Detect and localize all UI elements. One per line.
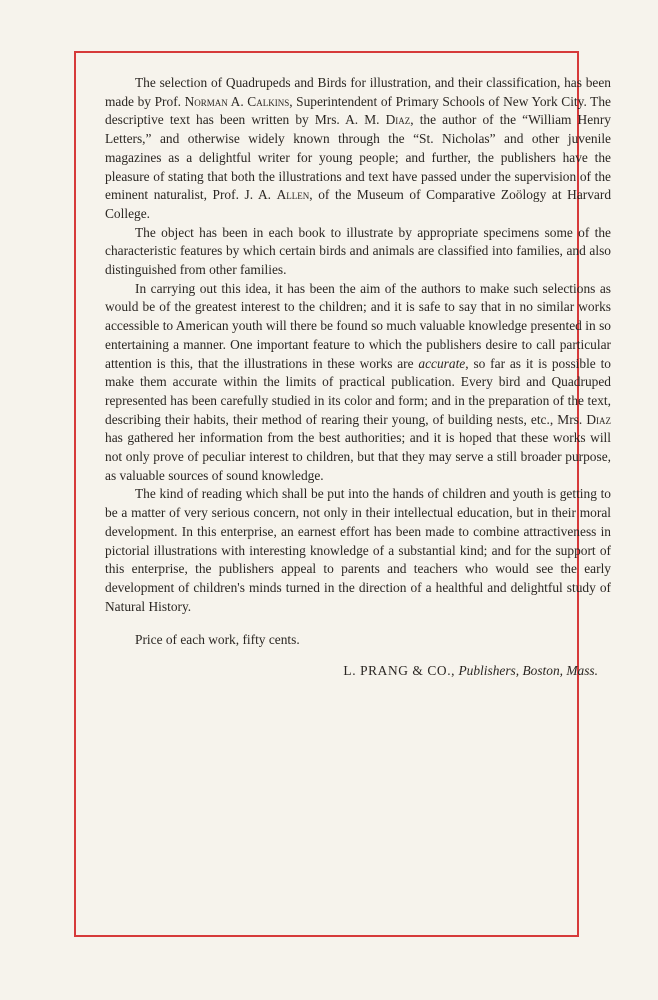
paragraph-text: has gathered her information from the best authorities; and it is hoped that these works will not only prove of peculiar interest to children, but that they may serve a still broader purpose, as valuable sources of sound knowledge.: [105, 430, 611, 483]
paragraph-text: , Superintendent of Primary Schools of New York City. The descriptive text has been written by Mrs. A. M.: [105, 93, 611, 128]
publisher-imprint: [105, 662, 611, 681]
small-caps-name: Diaz: [385, 112, 411, 128]
paragraph-text: In carrying out this idea, it has been the aim of the authors to make such selections as would be of the greatest interest to the children; and it is safe to say that in no similar works accessible to American youth will there be found so much valuable knowledge presented in so entertaining a manner. One important feature to which the publishers desire to call particular attention is this, that the illustrations in these works are: [105, 280, 611, 371]
paragraph-text: The object has been in each book to illustrate by appropriate specimens some of the characteristic features by which certain birds and animals are classified into families, and also distinguished from other families.: [105, 224, 611, 278]
publisher-state: Mass.: [566, 663, 598, 679]
paragraph-text: , the author of the “William Henry Letters,” and otherwise widely known through the “St. Nicholas” and other juvenile magazines as a delightful writer for young people; and further, the publishers have the pleasure of stating that both the illustrations and text have passed under the supervision of the eminent naturalist, Prof. J. A.: [105, 112, 611, 203]
small-caps-name: Allen: [276, 187, 310, 203]
paragraph-2: [105, 224, 611, 280]
paragraph-text: , of the Museum of Comparative Zoölogy at Harvard College.: [105, 187, 612, 221]
paragraph-1: [105, 74, 611, 224]
italic-text: accurate: [418, 355, 466, 371]
small-caps-name: Norman A. Calkins: [184, 93, 290, 109]
paragraph-text: The kind of reading which shall be put into the hands of children and youth is getting to be a matter of very serious concern, not only in their intellectual education, but in their moral development. In this enterprise, an earnest effort has been made to combine attractiveness in pictorial illustrations with interesting knowledge of a substantial kind; and for the support of this enterprise, the publishers appeal to parents and teachers who would see the early development of children's minds turned in the direction of a healthful and delightful study of Natural History.: [105, 486, 611, 614]
price-line: Price of each work, fifty cents.: [135, 632, 300, 648]
publisher-name: L. PRANG & CO.,: [343, 663, 456, 679]
publisher-role: Publishers,: [458, 663, 520, 679]
paragraph-3: [105, 280, 611, 486]
publisher-city: Boston,: [522, 663, 564, 679]
paragraph-text: The selection of Quadrupeds and Birds for illustration, and their classification, has been made by Prof.: [105, 75, 611, 109]
body-text: [105, 74, 611, 681]
small-caps-name: Diaz: [586, 411, 611, 427]
paragraph-text: , so far as it is possible to make them accurate within the limits of practical publication. Every bird and Quadruped represented has been carefully studied in its color and form; and in the preparation of the text, describing their habits, their method of rearing their young, of building nests, etc., Mrs.: [105, 355, 611, 427]
paragraph-4: [105, 485, 611, 616]
